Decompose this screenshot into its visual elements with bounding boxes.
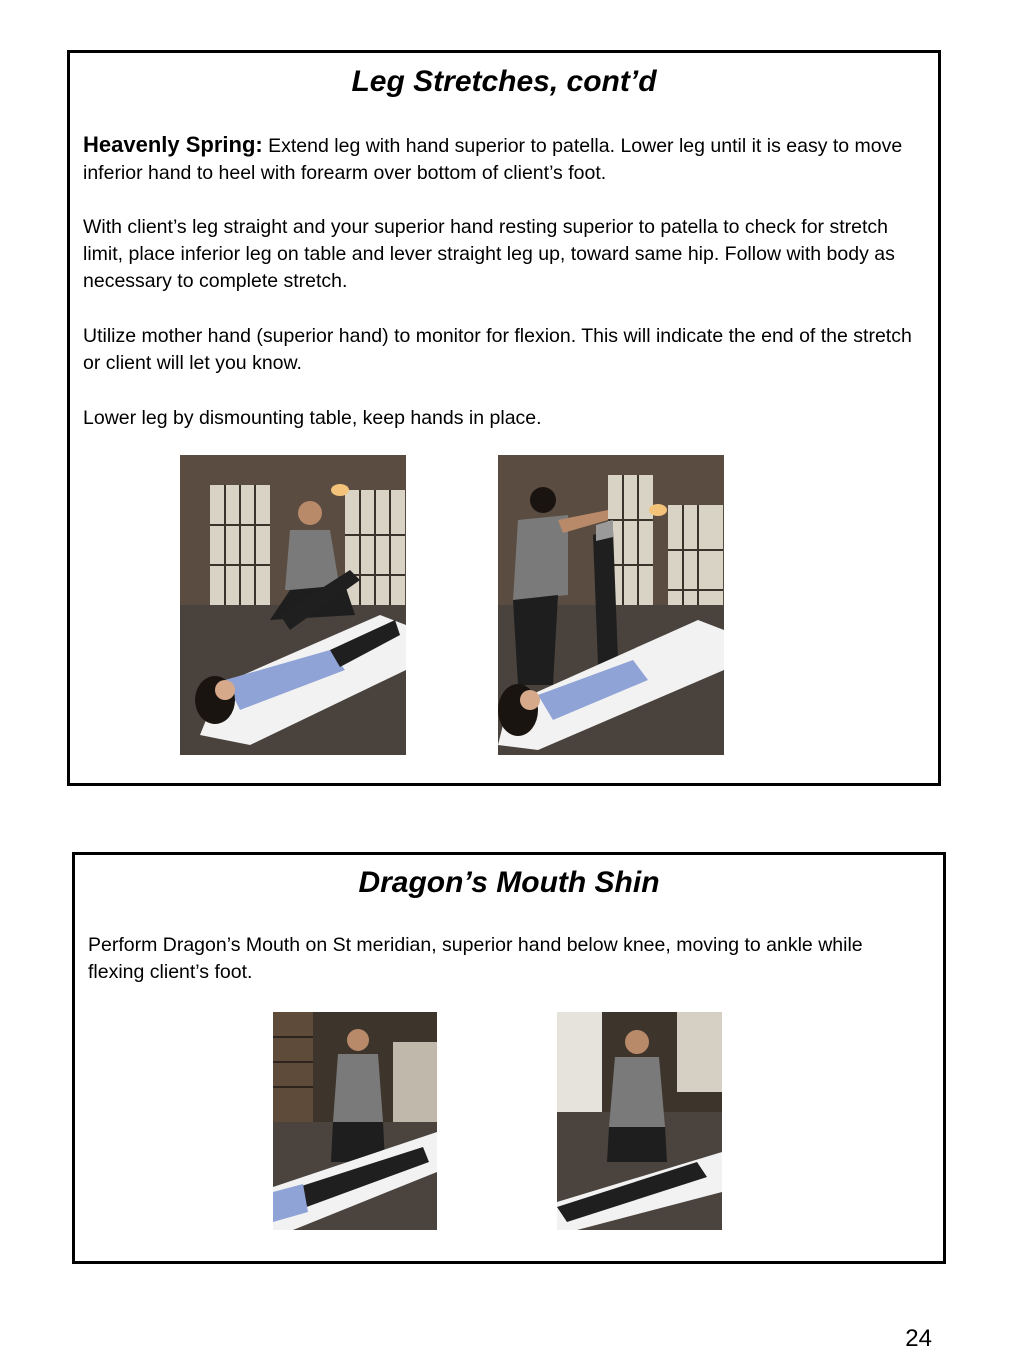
paragraph-mother-hand: Utilize mother hand (superior hand) to monitor for flexion. This will indicate the end of the stretch or client will let you know. — [83, 325, 912, 374]
heavenly-spring-photo-2 — [498, 455, 724, 755]
heavenly-spring-photo-1 — [180, 455, 406, 755]
page-number: 24 — [905, 1325, 932, 1352]
slide-dragons-mouth-shin — [72, 852, 946, 1264]
slide-leg-stretches — [67, 50, 941, 786]
heavenly-spring-heading: Heavenly Spring: — [83, 132, 263, 157]
paragraph-stretch-limit: With client’s leg straight and your superior hand resting superior to patella to check for stretch limit, place inferior leg on table and lever straight leg up, toward same hip. Follow with body as necessary to complete stretch. — [83, 216, 895, 292]
dragons-mouth-photo-2 — [557, 1012, 722, 1230]
dragons-mouth-photo-1 — [273, 1012, 437, 1230]
paragraph-lower-leg: Lower leg by dismounting table, keep hands in place. — [83, 407, 542, 429]
paragraph-heavenly-spring — [83, 131, 923, 187]
heavenly-spring-text: Extend leg with hand superior to patella. Lower leg until it is easy to move inferior hand to heel with forearm over bottom of client’s foot. — [83, 135, 903, 184]
slide-title: Leg Stretches, cont’d — [351, 65, 657, 98]
slide-title: Dragon’s Mouth Shin — [358, 866, 660, 899]
paragraph-dragons-mouth: Perform Dragon’s Mouth on St meridian, superior hand below knee, moving to ankle while flexing client’s foot. — [88, 934, 863, 983]
